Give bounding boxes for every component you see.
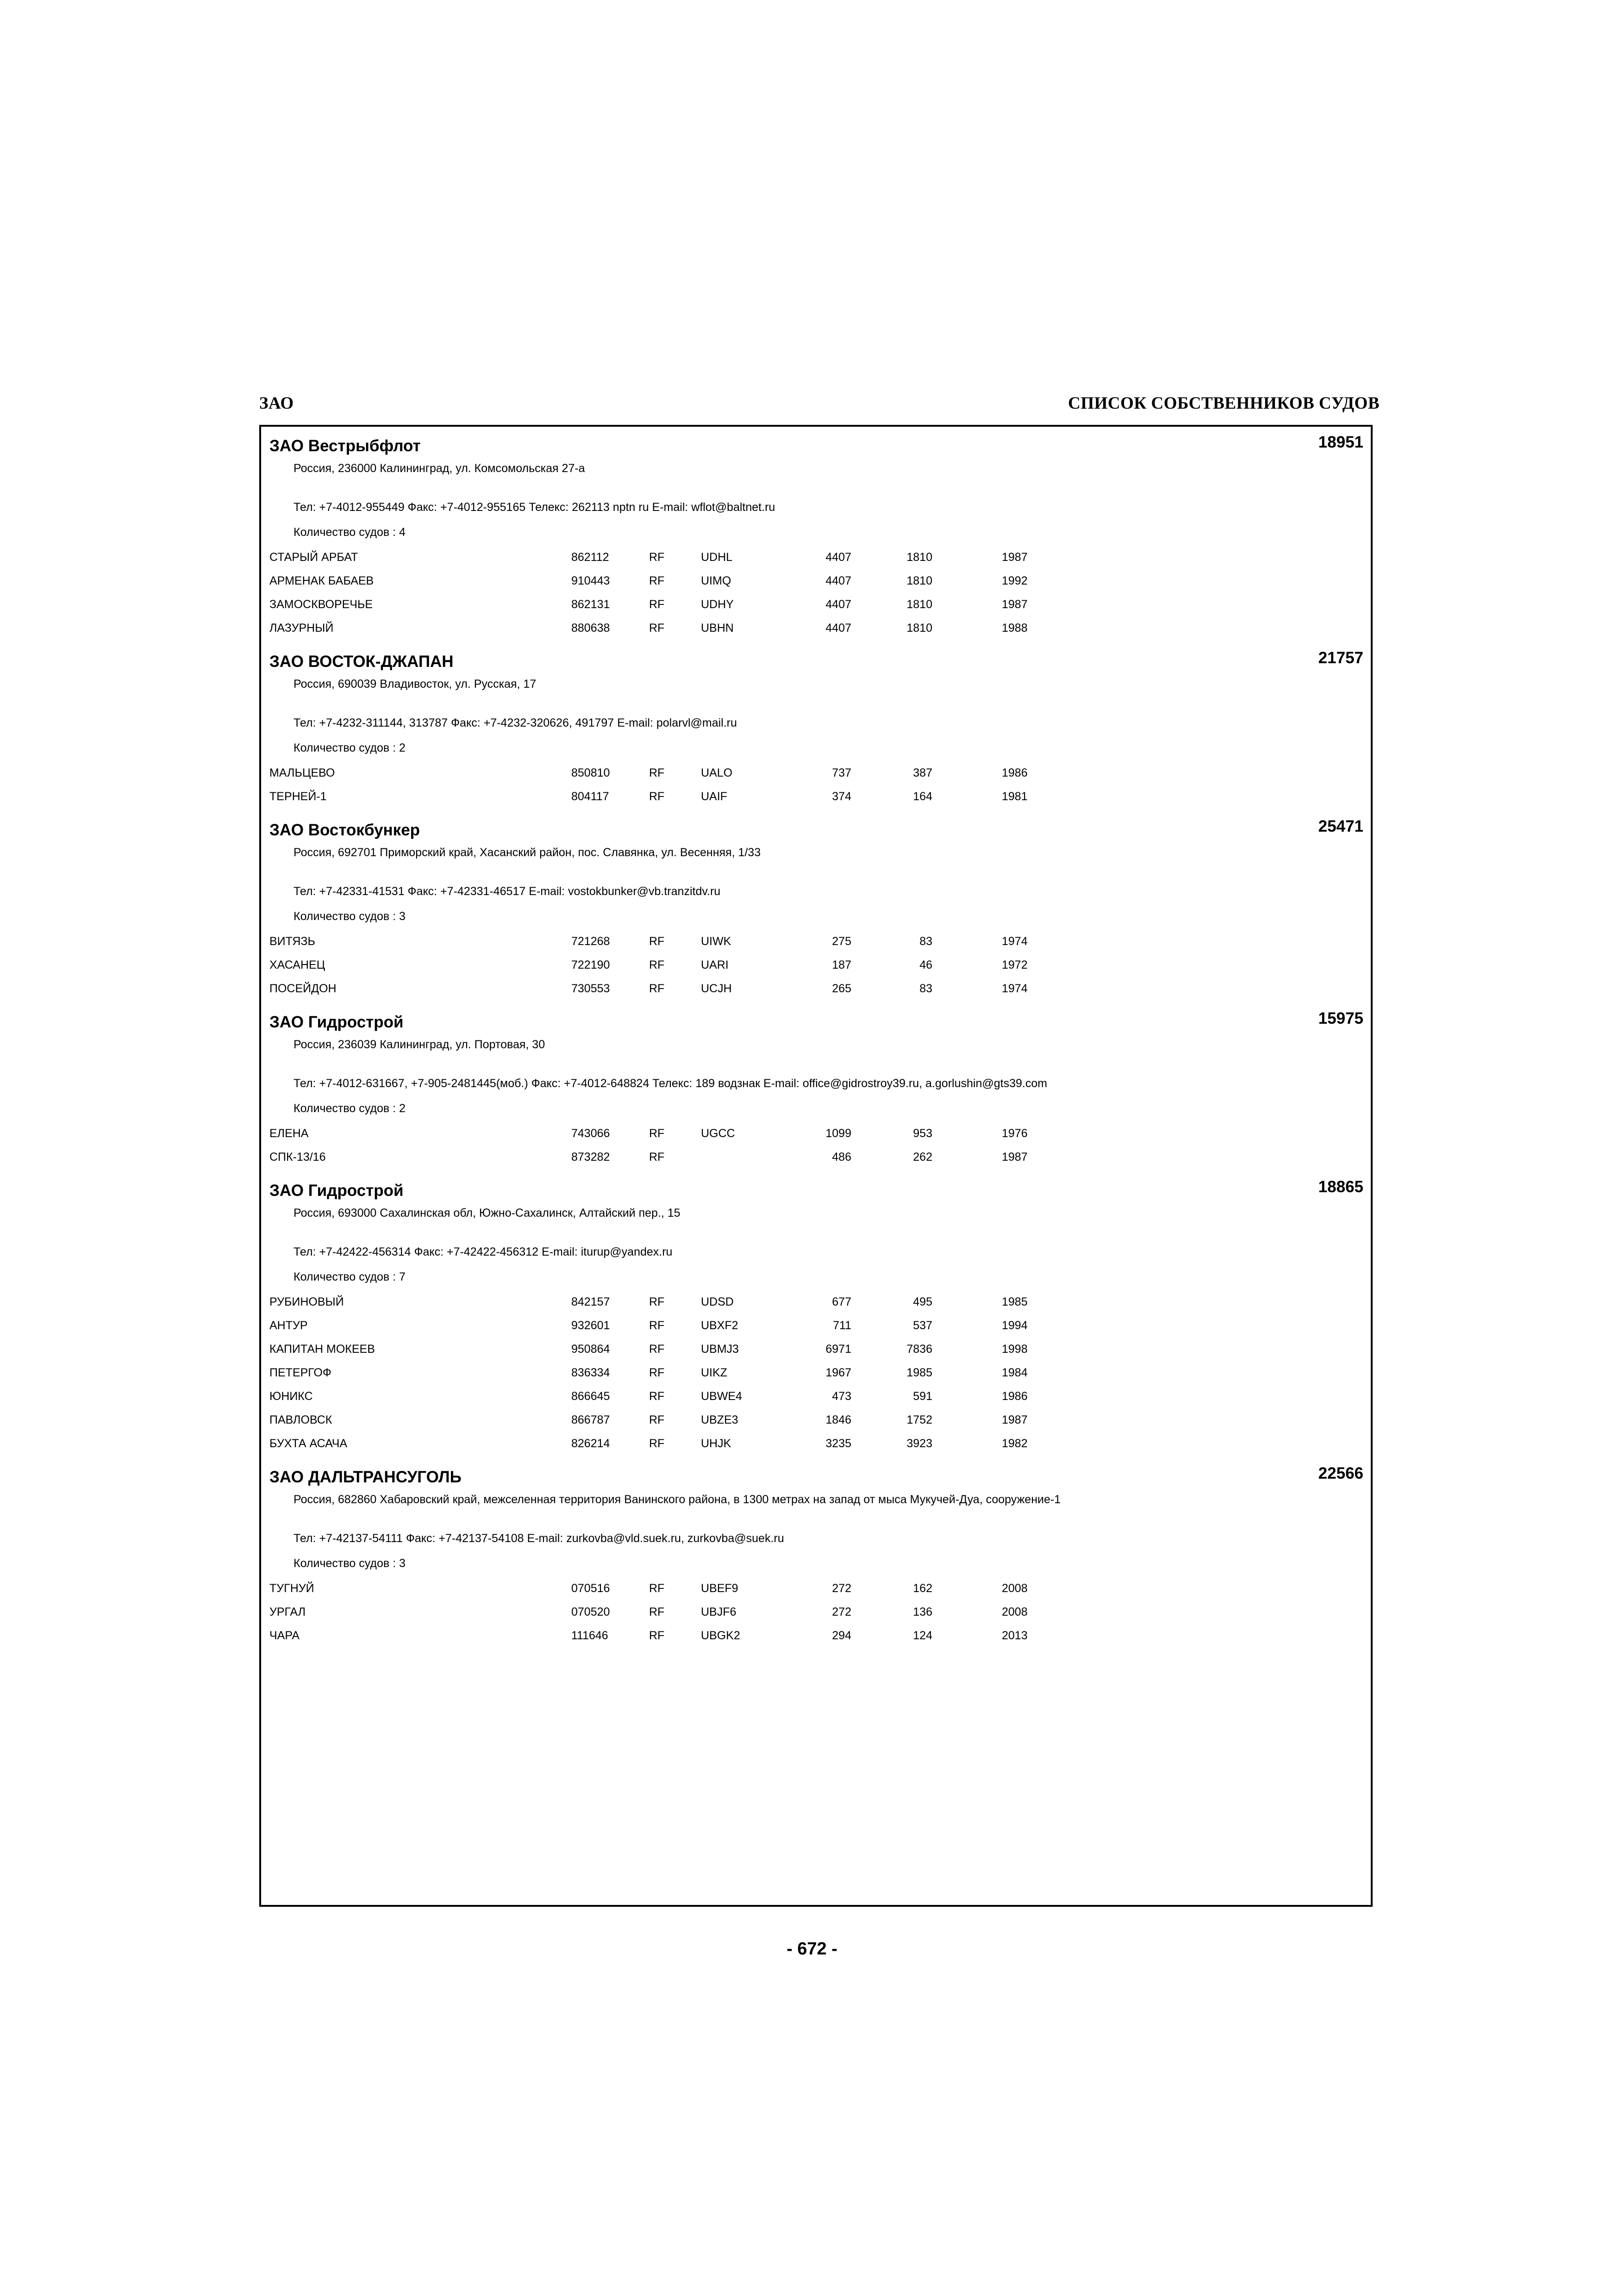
vessel-name: ХАСАНЕЦ <box>269 958 325 971</box>
vessel-number: 826214 <box>571 1437 610 1450</box>
vessel-year: 1998 <box>1002 1343 1028 1356</box>
vessel-flag: RF <box>649 982 665 995</box>
vessel-year: 1974 <box>1002 982 1028 995</box>
company-name: ЗАО Востокбункер <box>269 821 420 839</box>
vessel-count: Количество судов : 4 <box>294 526 406 539</box>
company-entry <box>261 811 1371 1003</box>
vessel-deadweight: 1810 <box>906 551 932 564</box>
vessel-year: 2013 <box>1002 1629 1028 1642</box>
company-entry <box>261 642 1371 811</box>
vessel-deadweight: 124 <box>913 1629 932 1642</box>
vessel-name: МАЛЬЦЕВО <box>269 766 335 779</box>
running-header <box>259 393 1380 421</box>
vessel-gross-tonnage: 4407 <box>825 598 851 611</box>
vessel-gross-tonnage: 4407 <box>825 574 851 587</box>
vessel-callsign: UDHY <box>701 598 734 611</box>
vessel-callsign: UDHL <box>701 551 733 564</box>
vessel-flag: RF <box>649 1413 665 1426</box>
vessel-deadweight: 83 <box>919 982 932 995</box>
vessel-gross-tonnage: 187 <box>832 958 851 971</box>
vessel-callsign: UBHN <box>701 622 734 635</box>
company-name: ЗАО Гидрострой <box>269 1182 404 1200</box>
vessel-number: 866787 <box>571 1413 610 1426</box>
company-id: 15975 <box>1318 1009 1363 1027</box>
vessel-year: 2008 <box>1002 1605 1028 1618</box>
vessel-name: ЗАМОСКВОРЕЧЬЕ <box>269 598 373 611</box>
vessel-flag: RF <box>649 1605 665 1618</box>
vessel-row <box>261 619 1371 642</box>
vessel-gross-tonnage: 737 <box>832 766 851 779</box>
vessel-deadweight: 953 <box>913 1127 932 1140</box>
vessel-number: 804117 <box>571 790 609 803</box>
vessel-list <box>261 932 1371 1003</box>
vessel-year: 1992 <box>1002 574 1028 587</box>
company-header <box>261 1171 1371 1200</box>
vessel-number: 873282 <box>571 1151 610 1164</box>
vessel-deadweight: 1752 <box>906 1413 932 1426</box>
vessel-row <box>261 764 1371 787</box>
company-id: 21757 <box>1318 649 1363 667</box>
company-address: Россия, 690039 Владивосток, ул. Русская, 17 <box>294 678 537 691</box>
vessel-gross-tonnage: 275 <box>832 935 851 948</box>
vessel-year: 2008 <box>1002 1582 1028 1595</box>
vessel-deadweight: 387 <box>913 766 932 779</box>
vessel-name: КАПИТАН МОКЕЕВ <box>269 1343 375 1356</box>
vessel-gross-tonnage: 711 <box>833 1319 851 1332</box>
vessel-callsign: UCJH <box>701 982 732 995</box>
vessel-row <box>261 1626 1371 1650</box>
vessel-name: ЛАЗУРНЫЙ <box>269 622 334 635</box>
vessel-count: Количество судов : 2 <box>294 741 406 754</box>
vessel-year: 1976 <box>1002 1127 1028 1140</box>
vessel-gross-tonnage: 677 <box>832 1295 851 1308</box>
vessel-row <box>261 595 1371 619</box>
vessel-gross-tonnage: 272 <box>832 1605 851 1618</box>
vessel-number: 850810 <box>571 766 610 779</box>
vessel-year: 1987 <box>1002 1151 1028 1164</box>
header-catalog-title: СПИСОК СОБСТВЕННИКОВ СУДОВ <box>1068 394 1380 413</box>
company-address: Россия, 682860 Хабаровский край, межселенная территория Ванинского района, в 1300 метрах на запад от мыса Мукучей-Дуа, сооружение-1 <box>294 1493 1061 1506</box>
company-contacts: Тел: +7-42137-54111 Факс: +7-42137-54108 E-mail: zurkovba@vld.suek.ru, zurkovba@suek.ru <box>294 1532 784 1545</box>
company-contacts: Тел: +7-4232-311144, 313787 Факс: +7-4232-320626, 491797 E-mail: polarvl@mail.ru <box>294 716 737 729</box>
vessel-deadweight: 164 <box>913 790 932 803</box>
company-id: 25471 <box>1318 817 1363 835</box>
vessel-gross-tonnage: 1967 <box>825 1366 851 1379</box>
vessel-flag: RF <box>649 1343 665 1356</box>
vessel-year: 1987 <box>1002 551 1028 564</box>
vessel-flag: RF <box>649 766 665 779</box>
company-name: ЗАО Гидрострой <box>269 1013 404 1031</box>
vessel-deadweight: 162 <box>913 1582 932 1595</box>
vessel-deadweight: 495 <box>913 1295 932 1308</box>
vessel-number: 070516 <box>571 1582 610 1595</box>
vessel-deadweight: 1985 <box>906 1366 932 1379</box>
company-id: 22566 <box>1318 1464 1363 1482</box>
company-header <box>261 1003 1371 1031</box>
vessel-name: ПОСЕЙДОН <box>269 982 337 995</box>
vessel-row <box>261 572 1371 595</box>
vessel-number: 721268 <box>571 935 610 948</box>
vessel-number: 722190 <box>571 958 610 971</box>
vessel-deadweight: 262 <box>913 1151 932 1164</box>
page-number: - 672 - <box>787 1939 837 1959</box>
vessel-list <box>261 764 1371 811</box>
vessel-gross-tonnage: 1846 <box>825 1413 851 1426</box>
vessel-name: ПАВЛОВСК <box>269 1413 332 1426</box>
vessel-number: 932601 <box>571 1319 610 1332</box>
vessel-row <box>261 1124 1371 1148</box>
vessel-year: 1981 <box>1002 790 1028 803</box>
vessel-number: 862131 <box>571 598 610 611</box>
vessel-list <box>261 1293 1371 1458</box>
company-entry <box>261 1003 1371 1171</box>
vessel-flag: RF <box>649 958 665 971</box>
vessel-count: Количество судов : 3 <box>294 910 406 923</box>
company-header <box>261 642 1371 671</box>
vessel-flag: RF <box>649 1295 665 1308</box>
company-header <box>261 427 1371 455</box>
company-entry <box>261 1171 1371 1458</box>
vessel-gross-tonnage: 473 <box>832 1390 851 1403</box>
company-name: ЗАО ВОСТОК-ДЖАПАН <box>269 653 454 671</box>
vessel-flag: RF <box>649 1366 665 1379</box>
vessel-flag: RF <box>649 622 665 635</box>
vessel-gross-tonnage: 4407 <box>825 551 851 564</box>
vessel-name: СТАРЫЙ АРБАТ <box>269 551 358 564</box>
vessel-flag: RF <box>649 598 665 611</box>
vessel-name: АРМЕНАК БАБАЕВ <box>269 574 374 587</box>
vessel-row <box>261 979 1371 1003</box>
vessel-number: 910443 <box>571 574 610 587</box>
vessel-year: 1986 <box>1002 766 1028 779</box>
vessel-name: ЧАРА <box>269 1629 300 1642</box>
vessel-list <box>261 1124 1371 1171</box>
vessel-callsign: UALO <box>701 766 733 779</box>
vessel-deadweight: 1810 <box>906 574 932 587</box>
company-contacts: Тел: +7-42422-456314 Факс: +7-42422-456312 E-mail: iturup@yandex.ru <box>294 1245 673 1258</box>
vessel-deadweight: 3923 <box>906 1437 932 1450</box>
company-name: ЗАО Вестрыбфлот <box>269 437 421 455</box>
vessel-number: 730553 <box>571 982 610 995</box>
vessel-row <box>261 956 1371 979</box>
vessel-deadweight: 1810 <box>906 598 932 611</box>
company-entry <box>261 427 1371 642</box>
vessel-name: ВИТЯЗЬ <box>269 935 315 948</box>
vessel-callsign: UGCC <box>701 1127 735 1140</box>
header-section-label: ЗАО <box>259 394 294 413</box>
vessel-gross-tonnage: 374 <box>832 790 851 803</box>
vessel-gross-tonnage: 4407 <box>825 622 851 635</box>
vessel-number: 880638 <box>571 622 610 635</box>
company-address: Россия, 692701 Приморский край, Хасанский район, пос. Славянка, ул. Весенняя, 1/33 <box>294 846 761 859</box>
owners-list-frame <box>259 425 1373 1907</box>
vessel-callsign: UBJF6 <box>701 1605 737 1618</box>
vessel-callsign: UBMJ3 <box>701 1343 739 1356</box>
company-contacts: Тел: +7-42331-41531 Факс: +7-42331-46517 E-mail: vostokbunker@vb.tranzitdv.ru <box>294 885 721 898</box>
vessel-name: СПК-13/16 <box>269 1151 326 1164</box>
vessel-deadweight: 83 <box>919 935 932 948</box>
vessel-flag: RF <box>649 1127 665 1140</box>
vessel-row <box>261 1434 1371 1458</box>
vessel-flag: RF <box>649 935 665 948</box>
company-contacts: Тел: +7-4012-955449 Факс: +7-4012-955165 Телекс: 262113 nptn ru E-mail: wflot@baltnet.ru <box>294 501 775 514</box>
vessel-row <box>261 1293 1371 1316</box>
vessel-number: 862112 <box>571 551 609 564</box>
vessel-name: РУБИНОВЫЙ <box>269 1295 344 1308</box>
vessel-deadweight: 591 <box>913 1390 932 1403</box>
vessel-flag: RF <box>649 1319 665 1332</box>
vessel-callsign: UIMQ <box>701 574 731 587</box>
vessel-year: 1974 <box>1002 935 1028 948</box>
vessel-flag: RF <box>649 1582 665 1595</box>
vessel-year: 1994 <box>1002 1319 1028 1332</box>
vessel-flag: RF <box>649 574 665 587</box>
vessel-callsign: UIWK <box>701 935 731 948</box>
vessel-flag: RF <box>649 1437 665 1450</box>
vessel-deadweight: 7836 <box>906 1343 932 1356</box>
vessel-name: ЮНИКС <box>269 1390 313 1403</box>
company-name: ЗАО ДАЛЬТРАНСУГОЛЬ <box>269 1468 462 1486</box>
company-header <box>261 1458 1371 1486</box>
vessel-deadweight: 537 <box>913 1319 932 1332</box>
vessel-name: АНТУР <box>269 1319 308 1332</box>
vessel-callsign: UDSD <box>701 1295 734 1308</box>
vessel-year: 1985 <box>1002 1295 1028 1308</box>
vessel-row <box>261 932 1371 956</box>
vessel-number: 743066 <box>571 1127 610 1140</box>
vessel-flag: RF <box>649 551 665 564</box>
vessel-flag: RF <box>649 790 665 803</box>
vessel-row <box>261 1148 1371 1171</box>
vessel-callsign: UARI <box>701 958 729 971</box>
vessel-row <box>261 1387 1371 1411</box>
vessel-name: БУХТА АСАЧА <box>269 1437 348 1450</box>
vessel-gross-tonnage: 272 <box>832 1582 851 1595</box>
vessel-gross-tonnage: 486 <box>832 1151 851 1164</box>
vessel-row <box>261 1316 1371 1340</box>
company-address: Россия, 236039 Калининград, ул. Портовая, 30 <box>294 1038 545 1051</box>
vessel-year: 1984 <box>1002 1366 1028 1379</box>
vessel-callsign: UAIF <box>701 790 727 803</box>
company-header <box>261 811 1371 839</box>
company-id: 18865 <box>1318 1178 1363 1196</box>
vessel-flag: RF <box>649 1151 665 1164</box>
company-id: 18951 <box>1318 433 1363 451</box>
vessel-gross-tonnage: 265 <box>832 982 851 995</box>
vessel-row <box>261 787 1371 811</box>
vessel-number: 836334 <box>571 1366 610 1379</box>
vessel-row <box>261 1411 1371 1434</box>
vessel-name: ТУГНУЙ <box>269 1582 314 1595</box>
vessel-callsign: UBWE4 <box>701 1390 742 1403</box>
vessel-gross-tonnage: 294 <box>832 1629 851 1642</box>
vessel-callsign: UBXF2 <box>701 1319 738 1332</box>
vessel-year: 1987 <box>1002 598 1028 611</box>
vessel-row <box>261 1579 1371 1603</box>
vessel-row <box>261 1363 1371 1387</box>
vessel-year: 1982 <box>1002 1437 1028 1450</box>
vessel-name: ТЕРНЕЙ-1 <box>269 790 327 803</box>
vessel-count: Количество судов : 7 <box>294 1270 406 1283</box>
vessel-deadweight: 46 <box>919 958 932 971</box>
vessel-callsign: UBZE3 <box>701 1413 738 1426</box>
vessel-count: Количество судов : 2 <box>294 1102 406 1115</box>
vessel-callsign: UBEF9 <box>701 1582 738 1595</box>
vessel-number: 842157 <box>571 1295 610 1308</box>
vessel-number: 070520 <box>571 1605 610 1618</box>
vessel-gross-tonnage: 3235 <box>825 1437 851 1450</box>
vessel-deadweight: 1810 <box>906 622 932 635</box>
vessel-callsign: UBGK2 <box>701 1629 740 1642</box>
vessel-row <box>261 548 1371 572</box>
vessel-number: 950864 <box>571 1343 610 1356</box>
vessel-row <box>261 1340 1371 1363</box>
vessel-year: 1986 <box>1002 1390 1028 1403</box>
vessel-flag: RF <box>649 1390 665 1403</box>
vessel-list <box>261 1579 1371 1650</box>
vessel-name: ЕЛЕНА <box>269 1127 309 1140</box>
vessel-year: 1988 <box>1002 622 1028 635</box>
vessel-number: 111646 <box>571 1629 608 1642</box>
vessel-count: Количество судов : 3 <box>294 1557 406 1570</box>
vessel-callsign: UHJK <box>701 1437 731 1450</box>
company-address: Россия, 693000 Сахалинская обл, Южно-Сахалинск, Алтайский пер., 15 <box>294 1207 681 1220</box>
vessel-year: 1972 <box>1002 958 1028 971</box>
vessel-callsign: UIKZ <box>701 1366 727 1379</box>
vessel-row <box>261 1603 1371 1626</box>
vessel-gross-tonnage: 6971 <box>825 1343 851 1356</box>
vessel-name: ПЕТЕРГОФ <box>269 1366 331 1379</box>
vessel-gross-tonnage: 1099 <box>825 1127 851 1140</box>
company-entry <box>261 1458 1371 1650</box>
vessel-flag: RF <box>649 1629 665 1642</box>
vessel-list <box>261 548 1371 642</box>
company-contacts: Тел: +7-4012-631667, +7-905-2481445(моб.) Факс: +7-4012-648824 Телекс: 189 водзнак E-mail: office@gidrostroy39.ru, a.gorlushin@gts39.com <box>294 1077 1048 1090</box>
vessel-name: УРГАЛ <box>269 1605 306 1618</box>
vessel-deadweight: 136 <box>913 1605 932 1618</box>
vessel-number: 866645 <box>571 1390 610 1403</box>
company-address: Россия, 236000 Калининград, ул. Комсомольская 27-а <box>294 462 585 475</box>
vessel-year: 1987 <box>1002 1413 1028 1426</box>
